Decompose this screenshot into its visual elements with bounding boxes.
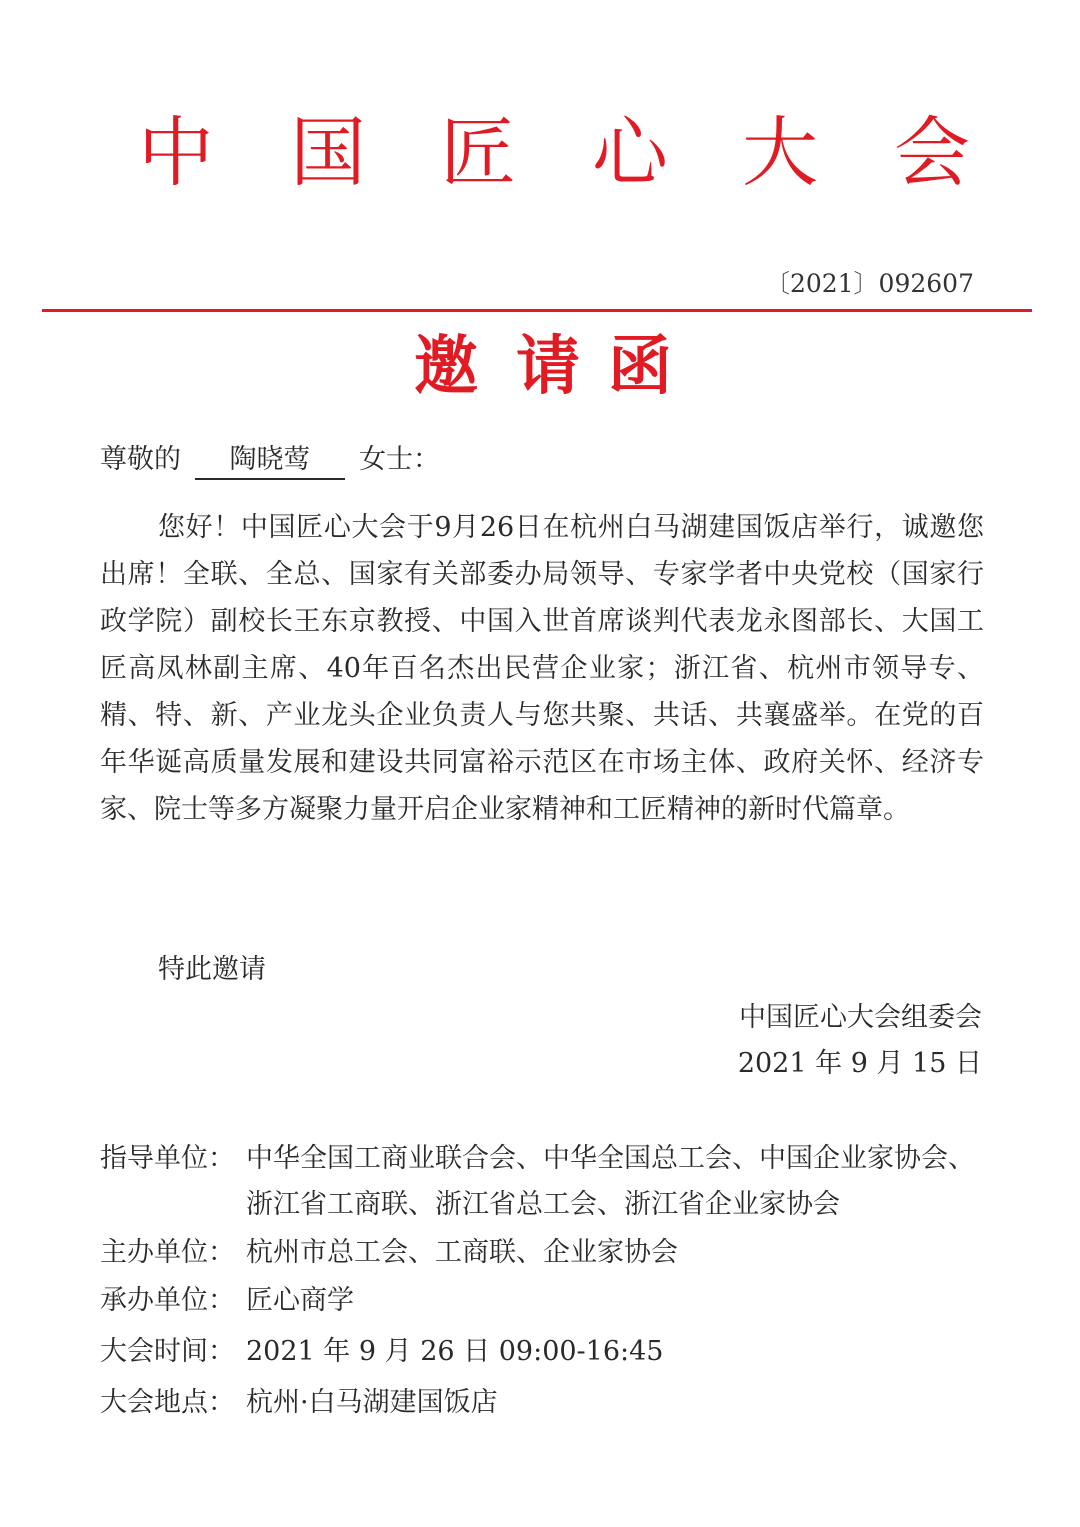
org-title-char: 大 — [742, 108, 818, 197]
invitation-body: 您好！中国匠心大会于9月26日在杭州白马湖建国饭店举行，诚邀您出席！全联、全总、国家有关部委办局领导、专家学者中央党校（国家行政学院）副校长王东京教授、中国入世首席谈判代表龙永图部长、大国工匠高凤林副主席、40年百名杰出民营企业家；浙江省、杭州市领导专、精、特、新、产业龙头企业负责人与您共聚、共话、共襄盛举。在党的百年华诞高质量发展和建设共同富裕示范区在市场主体、政府关怀、经济专家、院士等多方凝聚力量开启企业家精神和工匠精神的新时代篇章。 — [100, 512, 984, 825]
salutation — [100, 438, 440, 482]
signing-date: 2021 年 9 月 15 日 — [737, 1048, 982, 1079]
letter-title — [0, 324, 1080, 410]
org-title-char: 心 — [592, 108, 668, 197]
red-divider-line — [42, 309, 1032, 312]
letter-title-char: 邀 — [414, 330, 478, 404]
info-value: 杭州市总工会、工商联、企业家协会 — [246, 1237, 678, 1268]
closing-phrase: 特此邀请 — [158, 954, 266, 985]
info-label: 大会地点： — [100, 1387, 235, 1418]
organization-title — [0, 108, 1080, 198]
letter-title-char: 请 — [516, 330, 580, 404]
letter-title-char: 函 — [608, 330, 672, 404]
org-title-char: 国 — [290, 108, 366, 197]
info-guiding-units — [100, 1136, 990, 1232]
info-conference-venue — [100, 1380, 990, 1426]
org-title-char: 中 — [138, 108, 214, 197]
salutation-prefix: 尊敬的 — [100, 444, 181, 475]
salutation-suffix: 女士： — [359, 444, 440, 475]
signer-organization: 中国匠心大会组委会 — [739, 1002, 982, 1033]
info-value: 中华全国工商业联合会、中华全国总工会、中国企业家协会、浙江省工商联、浙江省总工会、浙江省企业家协会 — [246, 1143, 975, 1220]
document-number: 〔2021〕092607 — [764, 269, 974, 298]
info-value: 匠心商学 — [246, 1285, 354, 1316]
info-host-units — [100, 1230, 990, 1276]
info-value: 杭州·白马湖建国饭店 — [246, 1387, 498, 1418]
info-label: 主办单位： — [100, 1237, 235, 1268]
recipient-name: 陶晓莺 — [195, 442, 345, 480]
info-organizer-unit — [100, 1278, 990, 1324]
info-label: 承办单位： — [100, 1285, 235, 1316]
info-value: 2021 年 9 月 26 日 09:00-16:45 — [246, 1336, 664, 1367]
info-conference-time — [100, 1329, 990, 1375]
org-title-char: 会 — [894, 108, 970, 197]
info-label: 大会时间： — [100, 1336, 235, 1367]
info-label: 指导单位： — [100, 1143, 235, 1174]
org-title-char: 匠 — [440, 108, 516, 197]
